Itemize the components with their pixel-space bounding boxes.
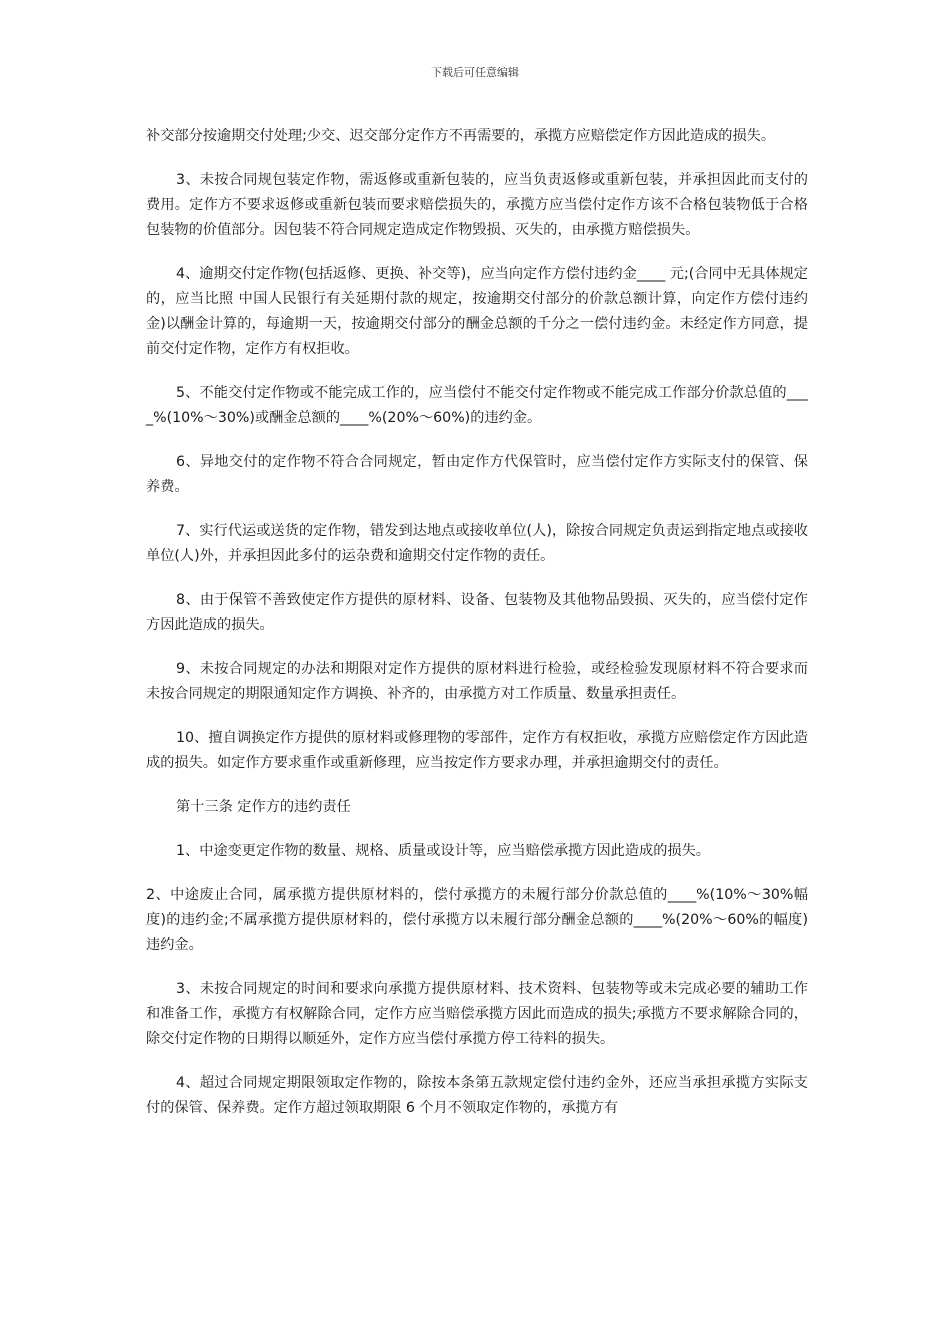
paragraph-clause-3: 3、未按合同规包装定作物，需返修或重新包装的，应当负责返修或重新包装，并承担因此而支付的费用。定作方不要求返修或重新包装而要求赔偿损失的，承揽方应当偿付定作方该不合格包装物低于合格包装物的价值部分。因包装不符合同规定造成定作物毁损、灭失的，由承揽方赔偿损失。	[146, 172, 808, 238]
page-header: 下载后可任意编辑	[431, 66, 519, 79]
paragraph-client-clause-1: 1、中途变更定作物的数量、规格、质量或设计等，应当赔偿承揽方因此造成的损失。	[176, 843, 710, 859]
paragraph-clause-8: 8、由于保管不善致使定作方提供的原材料、设备、包装物及其他物品毁损、灭失的，应当偿付定作方因此造成的损失。	[146, 592, 808, 633]
paragraph-client-clause-4: 4、超过合同规定期限领取定作物的，除按本条第五款规定偿付违约金外，还应当承担承揽方实际支付的保管、保养费。定作方超过领取期限 6 个月不领取定作物的，承揽方有	[146, 1075, 808, 1116]
paragraph-continuation: 补交部分按逾期交付处理;少交、迟交部分定作方不再需要的，承揽方应赔偿定作方因此造成的损失。	[146, 128, 776, 144]
paragraph-clause-5: 5、不能交付定作物或不能完成工作的，应当偿付不能交付定作物或不能完成工作部分价款总值的____%(10%～30%)或酬金总额的____%(20%～60%)的违约金。	[146, 385, 808, 426]
paragraph-client-clause-3: 3、未按合同规定的时间和要求向承揽方提供原材料、技术资料、包装物等或未完成必要的辅助工作和准备工作，承揽方有权解除合同，定作方应当赔偿承揽方因此而造成的损失;承揽方不要求解除合同的，除交付定作物的日期得以顺延外，定作方应当偿付承揽方停工待料的损失。	[146, 981, 808, 1047]
paragraph-clause-4: 4、逾期交付定作物(包括返修、更换、补交等)，应当向定作方偿付违约金____ 元;(合同中无具体规定的，应当比照 中国人民银行有关延期付款的规定，按逾期交付部分的价款总额计算，向定作方偿付违约金)以酬金计算的，每逾期一天，按逾期交付部分的酬金总额的千分之一偿付违约金。未经定作方同意，提前交付定作物，定作方有权拒收。	[146, 266, 808, 357]
section-heading: 第十三条 定作方的违约责任	[176, 799, 351, 815]
paragraph-clause-10: 10、擅自调换定作方提供的原材料或修理物的零部件，定作方有权拒收，承揽方应赔偿定作方因此造成的损失。如定作方要求重作或重新修理，应当按定作方要求办理，并承担逾期交付的责任。	[146, 730, 808, 771]
document-body	[146, 124, 808, 1140]
paragraph-clause-6: 6、异地交付的定作物不符合合同规定，暂由定作方代保管时，应当偿付定作方实际支付的保管、保养费。	[146, 454, 808, 495]
paragraph-client-clause-2: 2、中途废止合同，属承揽方提供原材料的，偿付承揽方的未履行部分价款总值的____%(10%～30%幅度)的违约金;不属承揽方提供原材料的，偿付承揽方以未履行部分酬金总额的____%(20%～60%的幅度)违约金。	[146, 887, 808, 953]
paragraph-clause-9: 9、未按合同规定的办法和期限对定作方提供的原材料进行检验，或经检验发现原材料不符合要求而未按合同规定的期限通知定作方调换、补齐的，由承揽方对工作质量、数量承担责任。	[146, 661, 808, 702]
paragraph-clause-7: 7、实行代运或送货的定作物，错发到达地点或接收单位(人)，除按合同规定负责运到指定地点或接收单位(人)外，并承担因此多付的运杂费和逾期交付定作物的责任。	[146, 523, 808, 564]
